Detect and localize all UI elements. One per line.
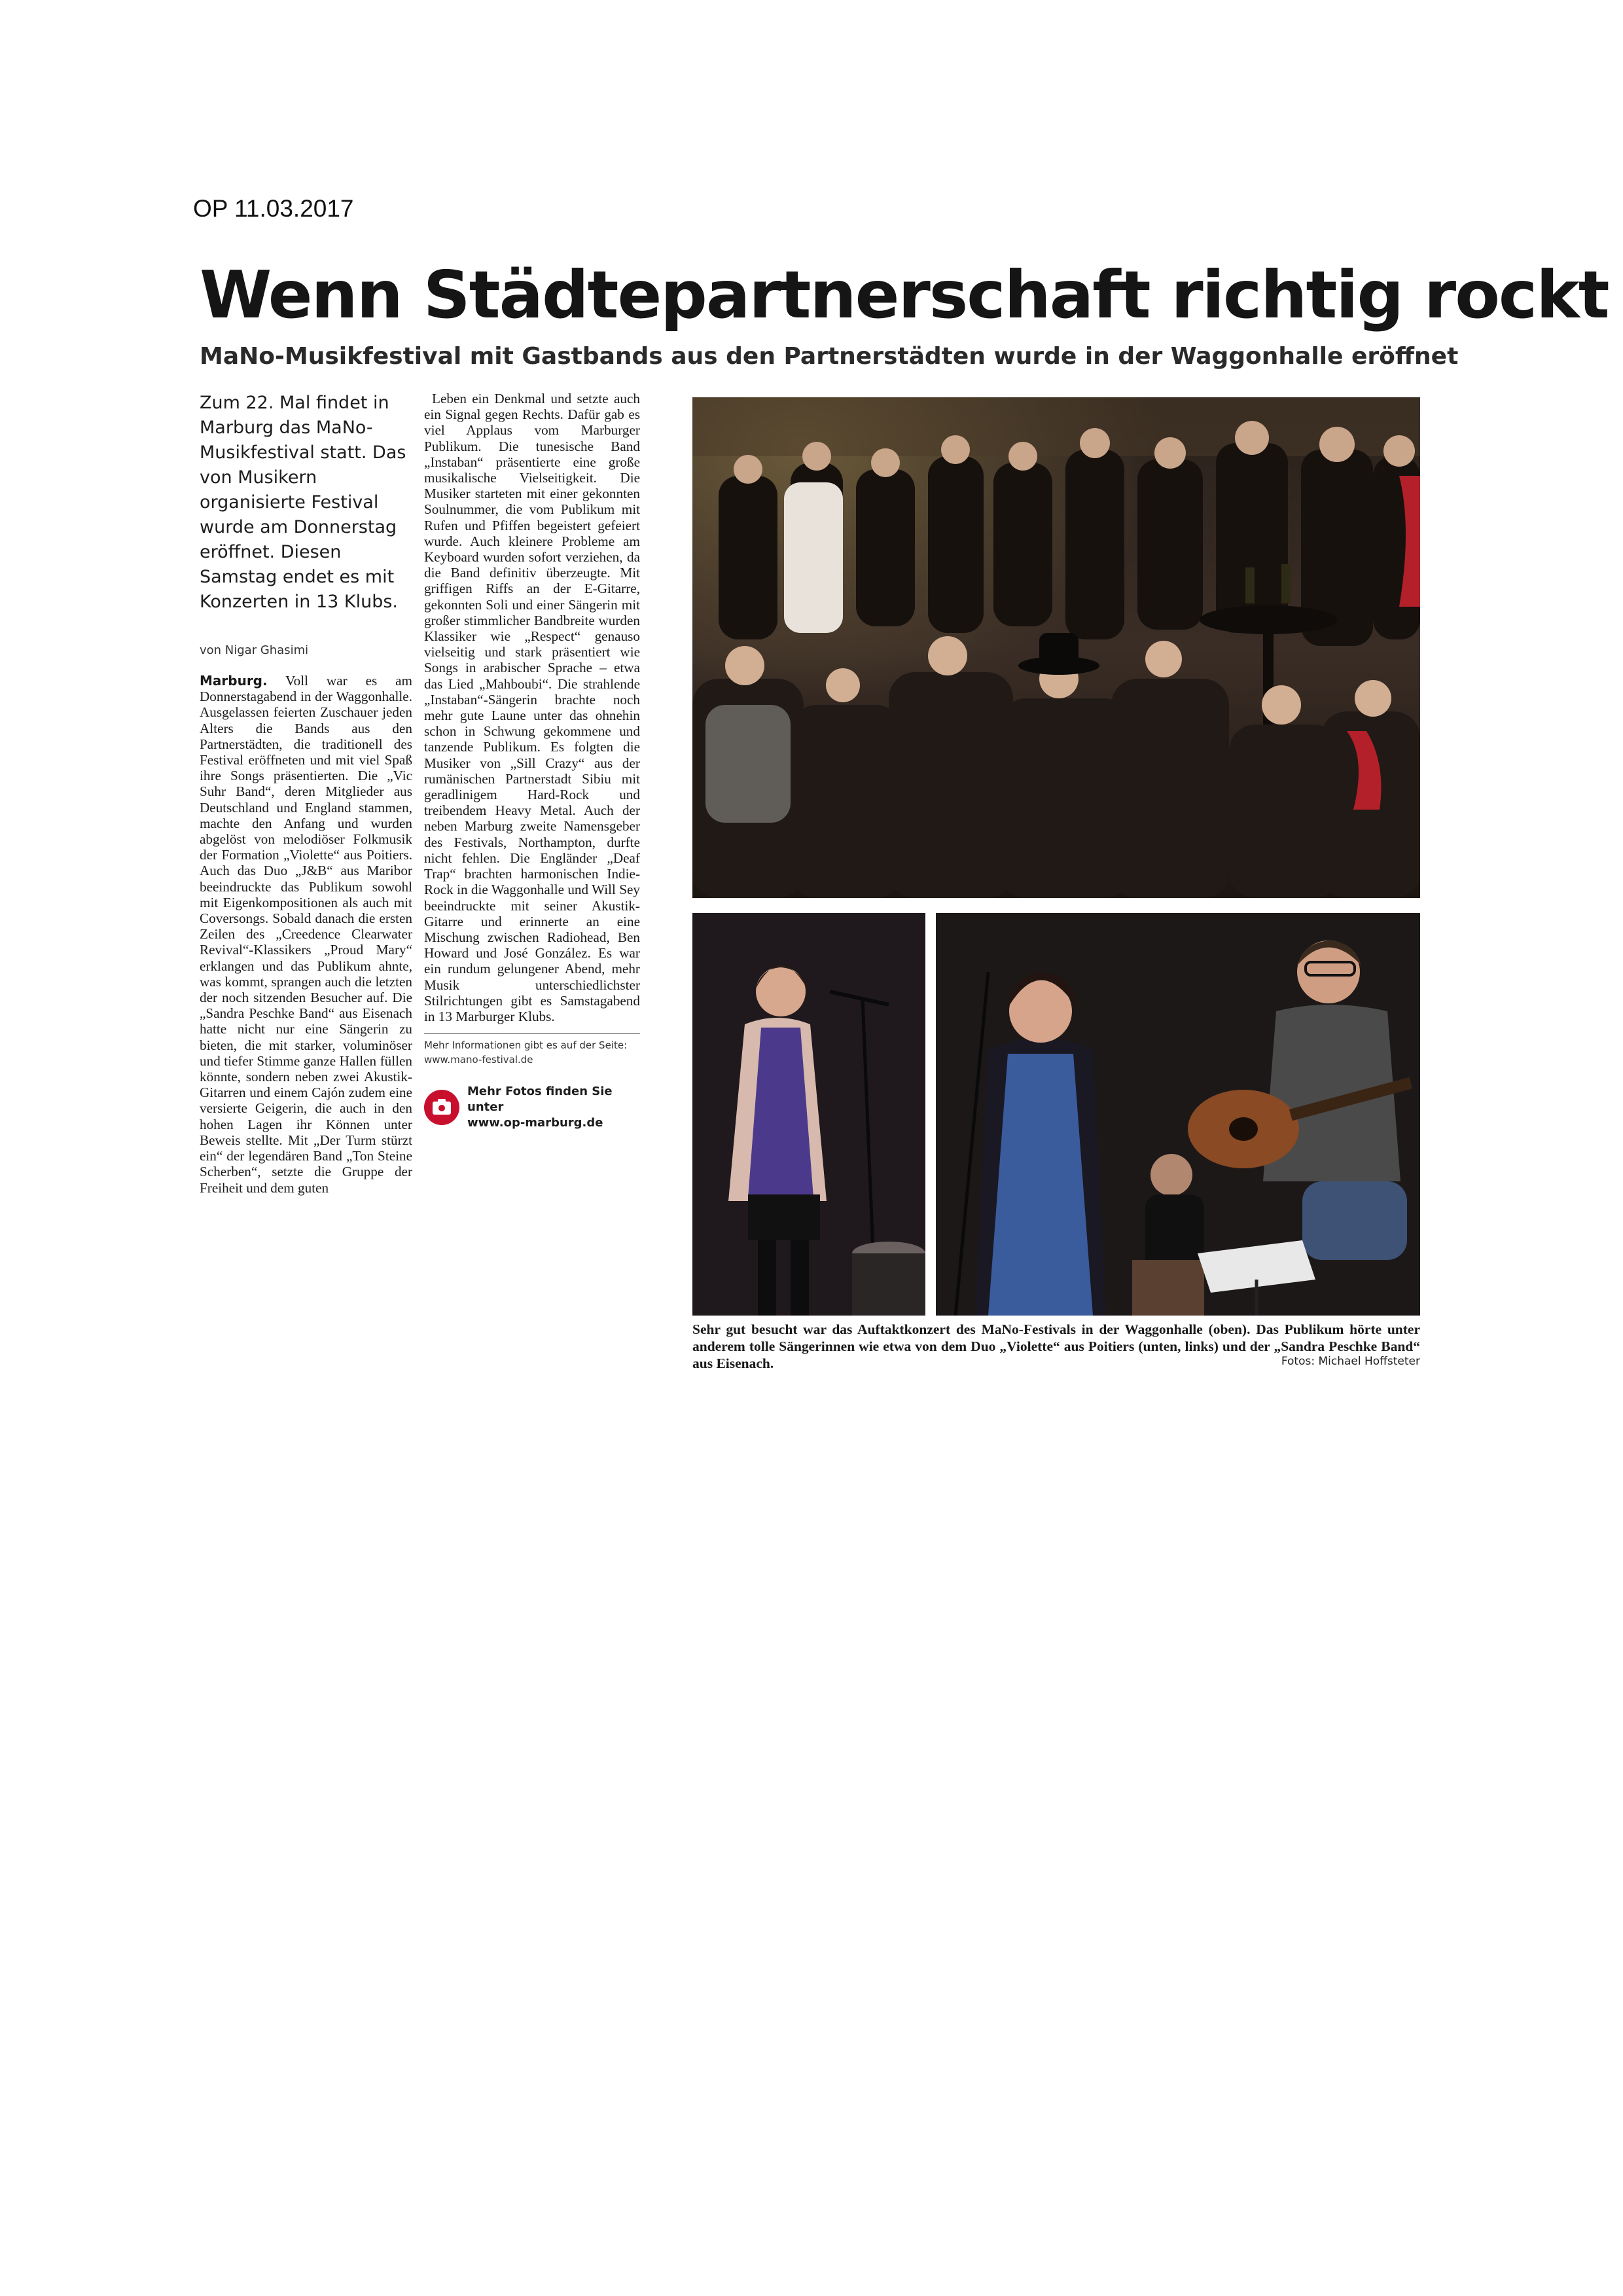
info-line: Mehr Informationen gibt es auf der Seite:: [424, 1039, 628, 1052]
article-dateline: Marburg.: [200, 673, 268, 689]
photo-violette-singer: [692, 913, 925, 1316]
more-photos-text: [467, 1084, 640, 1131]
newspaper-clipping: [196, 257, 1609, 1412]
info-url: www.mano-festival.de: [424, 1054, 533, 1066]
more-photos-line-1: Mehr Fotos finden Sie unter: [467, 1085, 613, 1115]
photo-caption: Sehr gut besucht war das Auftaktkonzert des MaNo-Festivals in der Waggonhalle (oben). Das Publikum hörte unter anderem tolle Sängerinnen wie etwa von dem Duo „Violette“ aus Poitiers (unten, links) und der „Sandra Peschke Band“ aus Eisenach.: [692, 1321, 1420, 1371]
more-photos-url: www.op-marburg.de: [467, 1116, 603, 1130]
info-divider: [424, 1033, 640, 1034]
photo-credit: Fotos: Michael Hoffsteter: [1281, 1355, 1420, 1368]
photo-audience: [692, 397, 1420, 898]
article-body-column-1: [200, 673, 412, 1196]
source-label: OP 11.03.2017: [193, 195, 354, 222]
photo-sandra-peschke-band: [936, 913, 1420, 1316]
text-column-1: [200, 391, 412, 1196]
article-subheadline: MaNo-Musikfestival mit Gastbands aus den Partnerstädten wurde in der Waggonhalle eröffnet: [200, 343, 1459, 370]
article-headline: Wenn Städtepartnerschaft richtig rockt: [200, 257, 1609, 333]
text-column-2: [424, 391, 640, 1131]
article-byline: von Nigar Ghasimi: [200, 643, 309, 657]
camera-icon: [424, 1090, 459, 1125]
more-photos-box: [424, 1084, 640, 1131]
article-body-column-2: Leben ein Denkmal und setzte auch ein Signal gegen Rechts. Dafür gab es viel Applaus vom Marburger Publikum. Die tunesische Band „Instaban“ präsentierte eine große musikalische Vielseitigkeit. Die Musiker starteten mit einer gekonnten Soulnummer, die vom Publikum mit Rufen und Pfiffen begeistert gefeiert wurde. Auch kleinere Probleme am Keyboard wurden sofort verziehen, da die Band definitiv überzeugte. Mit griffigen Riffs an der E-Gitarre, gekonnten Soli und einer Sängerin mit großer stimmlicher Bandbreite wurden Klassiker wie „Respect“ genauso vielseitig und stark präsentiert wie Songs in arabischer Sprache – etwa das Lied „Mahboubi“. Die strahlende „Instaban“-Sängerin brachte noch mehr gute Laune unter das ohnehin schon in Schwung gekommene und tanzende Publikum. Es folgten die Musiker von „Sill Crazy“ aus der rumänischen Partnerstadt Sibiu mit geradlinigem Hard-Rock und treibendem Heavy Metal. Auch der neben Marburg zweite Namensgeber des Festivals, Northampton, durfte nicht fehlen. Die Engländer „Deaf Trap“ brachten harmonischen Indie-Rock in die Waggonhalle und Will Sey beeindruckte mit seiner Akustik-Gitarre und erinnerte an eine Mischung zwischen Radiohead, Ben Howard und José González. Es war ein rundum gelungener Abend, mehr Musik unterschiedlichster Stilrichtungen gibt es Samstagabend in 13 Marburger Klubs.: [424, 391, 640, 1024]
article-teaser: Zum 22. Mal findet in Marburg das MaNo-Musikfestival statt. Das von Musikern organisierte Festival wurde am Donnerstag eröffnet. Diesen Samstag endet es mit Konzerten in 13 Klubs.: [200, 393, 406, 612]
column-1-text: Voll war es am Donnerstagabend in der Waggonhalle. Ausgelassen feierten Zuschauer jeden Alters die Bands aus den Partnerstädten, die traditionell des Festival eröffneten und mit viel Spaß ihre Songs präsentierten. Die „Vic Suhr Band“, deren Mitglieder aus Deutschland und England stammen, machte den Anfang und wurden abgelöst von melodiöser Folkmusik der Formation „Violette“ aus Poitiers. Auch das Duo „J&B“ aus Maribor beeindruckte das Publikum sowohl mit Eigenkompositionen als auch mit Coversongs. Sobald danach die ersten Zeilen des „Creedence Clearwater Revival“-Klassikers „Proud Mary“ erklangen und das Publikum ahnte, was kommt, sprangen auch die letzten der noch sitzenden Besucher auf. Die „Sandra Peschke Band“ aus Eisenach hatte nicht nur eine Sängerin zu bieten, die mit starker, voluminöser und tiefer Stimme ganze Hallen füllen könnte, sondern neben zwei Akustik-Gitarren und einem Cajón zudem eine versierte Geigerin, die auch in den hohen Lagen ihr Können unter Beweis stellte. Mit „Der Turm stürzt ein“ der legendären Band „Ton Steine Scherben“, setzte die Gruppe der Freiheit und dem guten: [200, 673, 412, 1196]
